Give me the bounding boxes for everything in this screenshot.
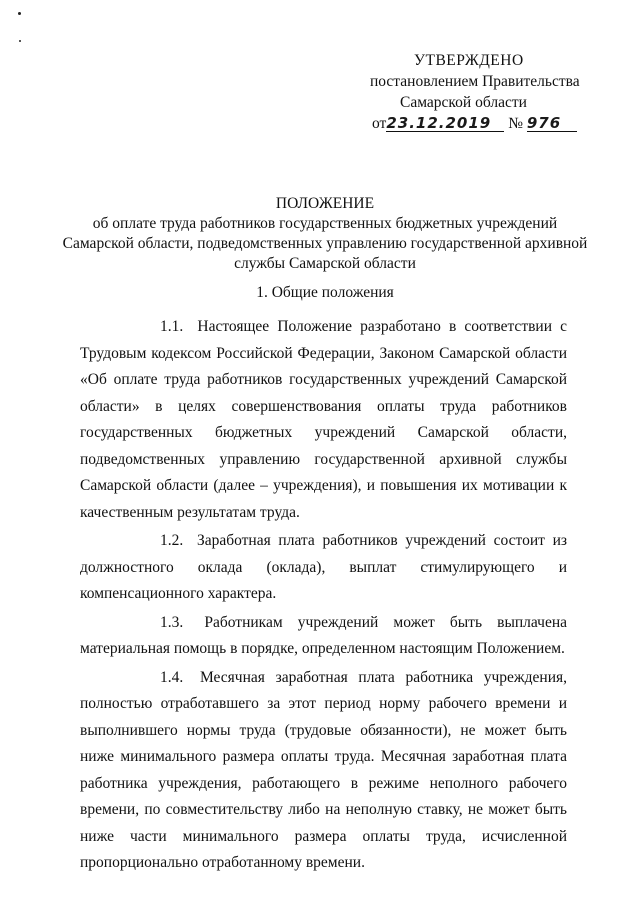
approval-date-line [370,113,580,134]
paragraph-number: 1.2. [160,532,184,549]
paragraph-number: 1.3. [160,613,184,631]
number-prefix: № [508,115,523,132]
document-body [80,314,567,877]
paragraph-text: Месячная заработная плата работника учреждения, полностью отработавшего за этот период норму рабочего времени и выполнившего нормы труда (трудовые обязанности), не может быть ниже минимального размера оплаты труда. Месячная заработная плата работника учреждения, работающего в режиме неполного рабочего времени, по совместительству либо на неполную ставку, не может быть ниже части минимального размера оплаты труда, исчисленной пропорционально отработанному времени. [80,668,568,871]
paragraph-text: Настоящее Положение разработано в соответствии с Трудовым кодексом Российской Федерации, Законом Самарской области «Об оплате труда работников государственных учреждений Самарской области» в целях совершенствования оплаты труда работников государственных бюджетных учреждений Самарской области, подведомственных управлению государственной архивной службы Самарской области (далее – учреждения), и повышения их мотивации к качественным результатам труда. [80,318,568,521]
paragraph-text: Заработная плата работников учреждений состоит из должностного оклада (оклада), выплат стимулирующего и компенсационного характера. [80,532,568,602]
document-heading [60,194,590,274]
approval-region: Самарской области [400,94,527,111]
scan-speck [18,12,21,15]
approval-by: постановлением Правительства [370,73,580,90]
paragraph [80,314,567,526]
paragraph-number: 1.1. [160,318,184,335]
date-prefix: от [372,115,387,132]
paragraph-number: 1.4. [160,668,184,686]
approval-title: УТВЕРЖДЕНО [414,52,524,69]
scan-speck [19,40,21,42]
handwritten-date: 23.12.2019 [386,115,504,132]
section-title: 1. Общие положения [256,284,394,301]
document-title: ПОЛОЖЕНИЕ [275,195,375,212]
approval-block [370,50,580,134]
paragraph [80,610,567,663]
paragraph [80,665,567,877]
document-subtitle: об оплате труда работников государственных бюджетных учреждений Самарской области, подведомственных управлению государственной архивной службы Самарской области [62,215,588,272]
paragraph-text: Работникам учреждений может быть выплачена материальная помощь в порядке, определенном настоящим Положением. [80,613,567,657]
handwritten-number: 976 [527,115,577,132]
paragraph [80,528,567,608]
